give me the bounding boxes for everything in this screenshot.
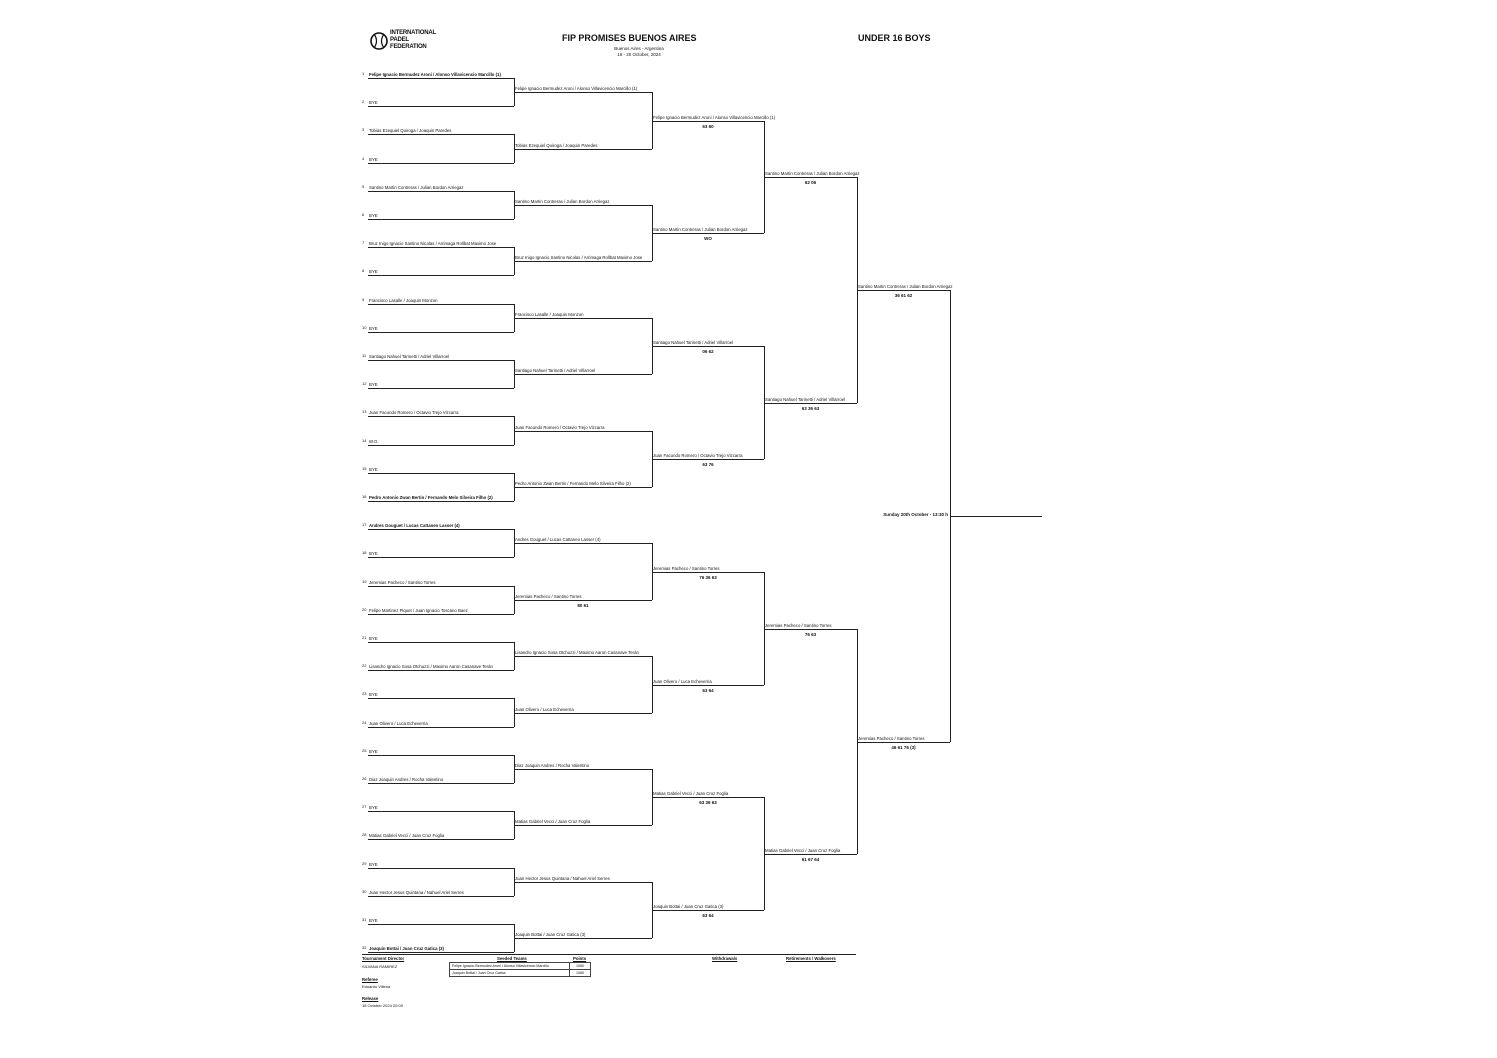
seed-number: 7	[362, 240, 365, 245]
match-score: 63 64	[702, 913, 714, 918]
seed-number: 5	[362, 184, 365, 189]
seed-number: 16	[362, 494, 367, 499]
round1-team: Santino Martin Contreras / Julian Bordon Arriegaz	[369, 185, 464, 190]
release-label: Release	[362, 996, 379, 1001]
round1-line	[368, 332, 514, 333]
round1-line	[368, 275, 514, 276]
round1-team: Juan Olivero / Luca Echeverria	[369, 721, 428, 726]
round1-line	[368, 698, 514, 699]
round1-line	[368, 416, 514, 417]
round1-line	[368, 755, 514, 756]
round1-team: Juan Facundo Romero / Octavio Trejo Vizcarra	[369, 410, 459, 415]
round1-line	[368, 952, 514, 953]
seed-number: 11	[362, 353, 367, 358]
round4-line	[764, 629, 857, 630]
round2-team: Felipe Ignacio Bermudez Aroni / Alonso Villavicencio Marcillo (1)	[515, 86, 638, 91]
round3-line	[652, 685, 764, 686]
logo-line-3: FEDERATION	[390, 44, 427, 50]
round4-team: Jeremias Pacheco / Santino Torres	[765, 623, 832, 628]
round2-team: Joaquin Bottai / Juan Cruz Gatica (3)	[515, 932, 586, 937]
seed-number: 4	[362, 156, 365, 161]
round1-line	[368, 501, 514, 502]
seed-number: 25	[362, 748, 367, 753]
round1-team: Tobias Ezequiel Quiroga / Joaquin Paredes	[369, 128, 452, 133]
tournament-title: FIP PROMISES BUENOS AIRES	[562, 33, 697, 43]
match-score: 63 60	[702, 124, 714, 129]
round1-line	[368, 78, 514, 79]
fip-logo	[370, 28, 436, 54]
round3-team: Santiago Nahuel Tarinetti / Adriel Villarroel	[653, 340, 734, 345]
round3-team: Juan Facundo Romero / Octavio Trejo Vizcarra	[653, 453, 743, 458]
round1-team: BYE	[369, 692, 378, 697]
match-score: 36 61 62	[894, 293, 913, 298]
seed-number: 24	[362, 720, 367, 725]
round4-team: Matias Gabriel Vecci / Juan Cruz Foglia	[765, 848, 841, 853]
round1-line	[368, 670, 514, 671]
round1-team: BYE	[369, 100, 378, 105]
round1-team: BYE	[369, 382, 378, 387]
match-score: 76 36 63	[699, 575, 717, 580]
seed-number: 15	[362, 466, 367, 471]
round1-line	[368, 614, 514, 615]
round2-team: Andres Gouguet / Lucas Cattaneo Lasser (4)	[515, 537, 601, 542]
round2-line	[514, 882, 652, 883]
director-name: SILVANA RAMIREZ	[362, 964, 398, 969]
round2-team: Tobias Ezequiel Quiroga / Joaquin Paredes	[515, 143, 598, 148]
round2-team: Santino Martin Contreras / Julian Bordon Arriegaz	[515, 199, 610, 204]
referee-label: Referee	[362, 977, 378, 982]
round4-team: Santiago Nahuel Tarinetti / Adriel Villarroel	[765, 397, 846, 402]
seed-number: 26	[362, 776, 367, 781]
match-score: 80 61	[577, 603, 589, 608]
seed-number: 3	[362, 127, 365, 132]
round2-line	[514, 318, 652, 319]
round1-team: BYE	[369, 326, 378, 331]
director-label: Tournament Director	[362, 956, 405, 961]
round1-team: BYE	[369, 862, 378, 867]
round3-team: Matias Gabriel Vecci / Juan Cruz Foglia	[653, 791, 729, 796]
round1-team: BYE	[369, 269, 378, 274]
match-score: 63 36 63	[801, 406, 820, 411]
seeded-teams-table	[449, 962, 591, 977]
round2-line	[514, 261, 652, 262]
round2-team: Juan Facundo Romero / Octavio Trejo Vizcarra	[515, 425, 605, 430]
referee-name: Eduardo Villena	[362, 984, 391, 989]
round4-line	[764, 854, 857, 855]
round2-team: Francisco Lasalle / Joaquin Monzon	[515, 312, 584, 317]
round1-team: Pedro Antonio Zwan Bertin / Fernando Melo Silveira Filho (2)	[369, 495, 493, 500]
round3-team: Jeremias Pacheco / Santino Torres	[653, 566, 720, 571]
seed-number: 9	[362, 297, 365, 302]
round1-line	[368, 896, 514, 897]
seed-number: 12	[362, 381, 367, 386]
round3-line	[652, 797, 764, 798]
logo-line-1: INTERNATIONAL	[390, 30, 436, 36]
round1-line	[368, 247, 514, 248]
round4-line	[764, 403, 857, 404]
round3-line	[652, 459, 764, 460]
round2-team: Pedro Antonio Zwan Bertin / Fernando Melo Silveira Filho (2)	[515, 481, 631, 486]
round3-line	[652, 910, 764, 911]
match-score: 63 64	[702, 688, 714, 693]
match-score: 76 63	[804, 632, 817, 637]
round5-line	[857, 742, 950, 743]
round1-line	[368, 106, 514, 107]
round1-team: BYE	[369, 636, 378, 641]
round2-line	[514, 205, 652, 206]
round4-team: Santino Martin Contreras / Julian Bordon Arriegaz	[765, 171, 860, 176]
round1-team: Jeremias Pacheco / Santino Torres	[369, 580, 436, 585]
round2-team: Lisandro Ignacio Sosa Otchuzzi / Maximo Aaron Casanave Terán	[515, 650, 639, 655]
points-label: Points	[573, 956, 587, 961]
round1-line	[368, 219, 514, 220]
round1-team: Matias Gabriel Vecci / Juan Cruz Foglia	[369, 833, 445, 838]
round5-line	[857, 290, 950, 291]
round2-line	[514, 769, 652, 770]
round3-line	[652, 572, 764, 573]
match-score: 46 61 76 (3)	[891, 745, 916, 750]
round1-line	[368, 839, 514, 840]
tournament-dates: 16 - 20 October, 2024	[617, 52, 661, 57]
final-schedule: Sunday 20th October - 13:30 h	[883, 512, 948, 517]
round2-line	[514, 713, 652, 714]
round1-line	[368, 134, 514, 135]
round2-line	[514, 825, 652, 826]
round1-line	[368, 586, 514, 587]
round2-line	[514, 656, 652, 657]
seed-number: 20	[362, 607, 367, 612]
round1-team: BYE	[369, 467, 378, 472]
round1-team: BYE	[369, 213, 378, 218]
seed-number: 17	[362, 522, 367, 527]
seed-number: 6	[362, 212, 365, 217]
round3-team: Felipe Ignacio Bermudez Aroni / Alonso Villavicencio Marcillo (1)	[653, 115, 776, 120]
round1-line	[368, 868, 514, 869]
round1-line	[368, 360, 514, 361]
round3-team: Joaquin Bottai / Juan Cruz Gatica (3)	[653, 904, 724, 909]
round3-line	[652, 121, 764, 122]
seed-number: 21	[362, 635, 367, 640]
round1-line	[368, 163, 514, 164]
seeded-team-points: 1080	[570, 963, 591, 970]
match-score: 62 06	[804, 180, 817, 185]
round2-line	[514, 431, 652, 432]
retirements-label: Retirements / Walkovers	[786, 956, 836, 961]
seeded-row	[450, 963, 591, 970]
release-date: 18 October 2024 20:00	[362, 1003, 403, 1008]
round5-team: Santino Martin Contreras / Julian Bordon Arriegaz	[858, 284, 953, 289]
round1-team: W.O.	[369, 439, 379, 444]
round2-line	[514, 600, 652, 601]
round1-team: Santiago Nahuel Tarinetti / Adriel Villarroel	[369, 354, 450, 359]
round2-team: Juan Hector Jesus Quintana / Nahuel Ariel Serres	[515, 876, 610, 881]
round2-line	[514, 149, 652, 150]
round1-team: Bruz Inigo Ignacio Santino Nicolas / Arrimaga Rollbat Maximo Jose	[369, 241, 497, 246]
seed-number: 30	[362, 889, 367, 894]
round1-line	[368, 924, 514, 925]
round1-team: Diaz Joaquin Andres / Rocha Valentino	[369, 777, 444, 782]
round1-line	[368, 304, 514, 305]
seeded-teams-label: Seeded Teams	[497, 956, 527, 961]
match-score: 63 36 63	[699, 800, 717, 805]
round1-team: Felipe Ignacio Bermudez Aroni / Alonso Villavicencio Marcillo (1)	[369, 72, 501, 77]
round2-line	[514, 543, 652, 544]
seeded-row	[450, 970, 591, 977]
round2-team: Matias Gabriel Vecci / Juan Cruz Foglia	[515, 819, 591, 824]
seed-number: 23	[362, 691, 367, 696]
round1-team: Francisco Lasalle / Joaquin Monzon	[369, 298, 438, 303]
seed-number: 19	[362, 579, 367, 584]
logo-wordmark	[390, 30, 436, 51]
round1-line	[368, 388, 514, 389]
seed-number: 32	[362, 945, 367, 950]
round1-line	[368, 191, 514, 192]
seed-number: 28	[362, 832, 367, 837]
seed-number: 10	[362, 325, 367, 330]
round3-line	[652, 233, 764, 234]
round2-team: Diaz Joaquin Andres / Rocha Valentino	[515, 763, 590, 768]
round2-team: Santiago Nahuel Tarinetti / Adriel Villarroel	[515, 368, 596, 373]
seed-number: 2	[362, 99, 365, 104]
round1-line	[368, 473, 514, 474]
round3-line	[652, 346, 764, 347]
match-score: 61 67 64	[801, 857, 820, 862]
padel-ball-icon	[370, 30, 388, 52]
round1-line	[368, 811, 514, 812]
match-score: 06 62	[702, 349, 714, 354]
round1-team: Lisandro Ignacio Sosa Otchuzzi / Maximo Aaron Casanave Terán	[369, 664, 493, 669]
seed-number: 8	[362, 268, 365, 273]
round3-team: Santino Martin Contreras / Julian Bordon Arriegaz	[653, 227, 748, 232]
round2-team: Jeremias Pacheco / Santino Torres	[515, 594, 582, 599]
seeded-team-name: Joaquin Bottai / Juan Cruz Gatica	[450, 970, 570, 977]
round1-line	[368, 783, 514, 784]
round1-team: BYE	[369, 157, 378, 162]
seed-number: 31	[362, 917, 367, 922]
round1-team: Felipe Martinez Piquet / Juan Ignacio Toscano Baez	[369, 608, 468, 613]
round2-team: Bruz Inigo Ignacio Santino Nicolas / Arrimaga Rollbat Maximo Jose	[515, 255, 643, 260]
round4-line	[764, 177, 857, 178]
round1-team: BYE	[369, 749, 378, 754]
round1-line	[368, 445, 514, 446]
round1-team: BYE	[369, 805, 378, 810]
round2-line	[514, 487, 652, 488]
round1-line	[368, 727, 514, 728]
round1-team: Andres Gouguet / Lucas Cattaneo Lasser (4)	[369, 523, 460, 528]
round5-team: Jeremias Pacheco / Santino Torres	[858, 736, 925, 741]
round2-team: Juan Olivero / Luca Echeverria	[515, 707, 574, 712]
round1-team: BYE	[369, 551, 378, 556]
seed-number: 13	[362, 409, 367, 414]
seed-number: 27	[362, 804, 367, 809]
round1-line	[368, 529, 514, 530]
logo-line-2: PADEL	[390, 37, 409, 43]
round2-line	[514, 92, 652, 93]
seed-number: 29	[362, 861, 367, 866]
round1-line	[368, 557, 514, 558]
seeded-team-points: 1080	[570, 970, 591, 977]
round1-line	[368, 642, 514, 643]
round3-team: Juan Olivero / Luca Echeverria	[653, 679, 712, 684]
round1-team: Juan Hector Jesus Quintana / Nahuel Ariel Serres	[369, 890, 464, 895]
seed-number: 14	[362, 438, 367, 443]
seed-number: 22	[362, 663, 367, 668]
round2-line	[514, 938, 652, 939]
draw-category: UNDER 16 BOYS	[858, 33, 931, 43]
final-line	[950, 516, 1042, 517]
tournament-location: Buenos Aires - Argentina	[614, 46, 664, 51]
seed-number: 18	[362, 550, 367, 555]
seeded-team-name: Felipe Ignacio Bermudez Aroni / Alonso Villavicencio Marcillo	[450, 963, 570, 970]
round2-line	[514, 374, 652, 375]
match-score: WO	[704, 236, 712, 241]
withdrawals-label: Withdrawals	[712, 956, 738, 961]
footer-divider	[362, 954, 856, 955]
match-score: 63 76	[702, 462, 714, 467]
seed-number: 1	[362, 71, 365, 76]
round1-team: Joaquin Bottai / Juan Cruz Gatica (3)	[369, 946, 444, 951]
round1-team: BYE	[369, 918, 378, 923]
